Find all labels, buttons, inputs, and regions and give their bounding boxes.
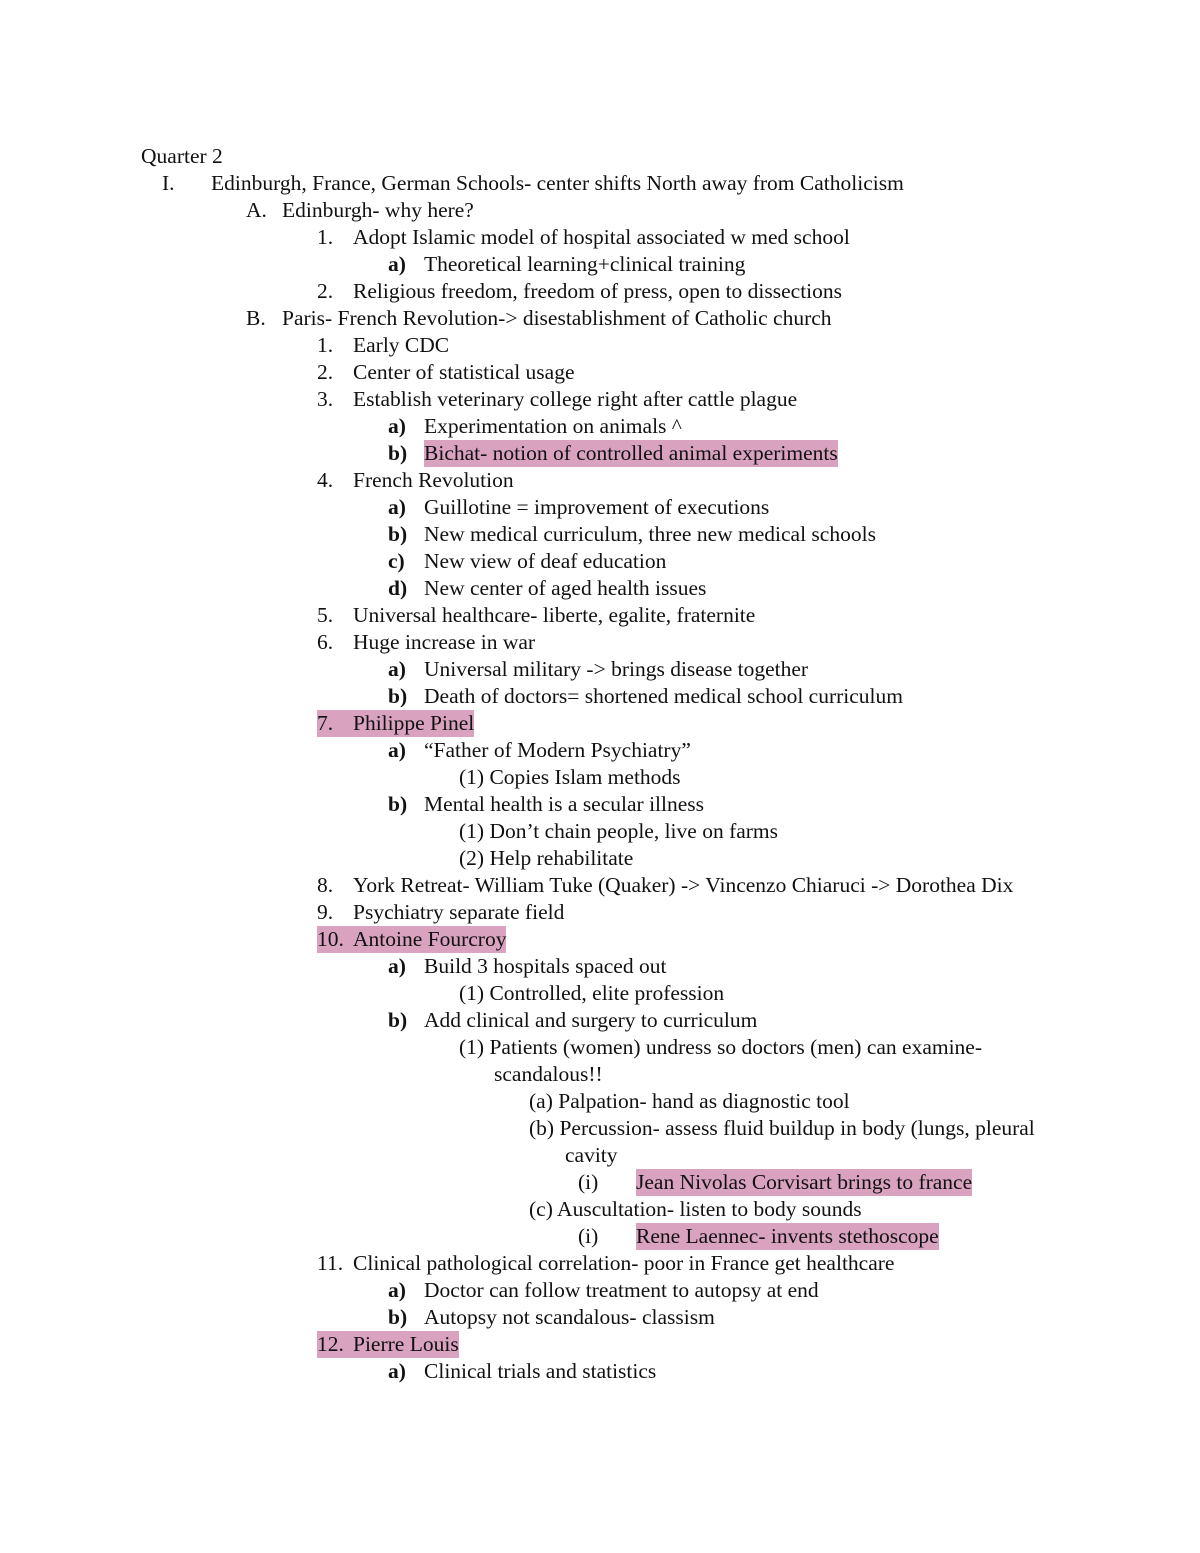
outline-text: Autopsy not scandalous- classism <box>424 1305 715 1329</box>
outline-text: Psychiatry separate field <box>353 900 565 924</box>
outline-marker: b) <box>388 792 408 816</box>
outline-text: Edinburgh- why here? <box>282 198 474 222</box>
outline-text: Early CDC <box>353 333 450 357</box>
outline-marker: d) <box>388 576 408 600</box>
outline-item <box>0 440 1200 467</box>
outline-marker: 2. <box>317 279 334 303</box>
outline-marker: 5. <box>317 603 334 627</box>
outline-marker: a) <box>388 1278 406 1302</box>
outline-item <box>0 1331 1200 1358</box>
outline-item <box>0 926 1200 953</box>
outline-item <box>0 872 1200 899</box>
outline-text: Theoretical learning+clinical training <box>424 252 746 276</box>
outline-marker: 1. <box>317 225 334 249</box>
outline-text: Experimentation on animals ^ <box>424 414 682 438</box>
outline-item <box>0 575 1200 602</box>
outline-item <box>0 1196 1200 1223</box>
outline-item <box>0 1250 1200 1277</box>
outline-text: Center of statistical usage <box>353 360 575 384</box>
outline-text: French Revolution <box>353 468 514 492</box>
outline-item <box>0 386 1200 413</box>
outline-item <box>0 305 1200 332</box>
outline-item <box>0 413 1200 440</box>
outline-text: Doctor can follow treatment to autopsy at end <box>424 1278 819 1302</box>
outline-text: “Father of Modern Psychiatry” <box>424 738 691 762</box>
outline-text: scandalous!! <box>494 1062 603 1086</box>
outline-text: (1) Copies Islam methods <box>459 765 681 789</box>
outline-text: York Retreat- William Tuke (Quaker) -> Vincenzo Chiaruci -> Dorothea Dix <box>353 873 1014 897</box>
outline-marker: 6. <box>317 630 334 654</box>
highlighted-text: Jean Nivolas Corvisart brings to france <box>636 1170 973 1194</box>
outline-text: Paris- French Revolution-> disestablishment of Catholic church <box>282 306 832 330</box>
outline-marker: b) <box>388 1305 408 1329</box>
outline-item <box>0 359 1200 386</box>
outline-marker: a) <box>388 738 406 762</box>
outline-marker: 11. <box>317 1251 344 1275</box>
outline-item <box>0 278 1200 305</box>
title-text: Quarter 2 <box>141 144 223 168</box>
outline-item <box>0 251 1200 278</box>
highlighted-text: Philippe Pinel <box>353 711 475 735</box>
outline-marker: b) <box>388 522 408 546</box>
outline-text: Build 3 hospitals spaced out <box>424 954 667 978</box>
highlighted-text: Pierre Louis <box>353 1332 459 1356</box>
outline-marker: (i) <box>578 1170 599 1194</box>
outline-text: Add clinical and surgery to curriculum <box>424 1008 758 1032</box>
outline-text: (a) Palpation- hand as diagnostic tool <box>529 1089 850 1113</box>
outline-marker: a) <box>388 414 406 438</box>
outline-marker: 1. <box>317 333 334 357</box>
outline-text: Death of doctors= shortened medical school curriculum <box>424 684 904 708</box>
outline-text: New view of deaf education <box>424 549 667 573</box>
outline-text: Universal healthcare- liberte, egalite, fraternite <box>353 603 756 627</box>
outline-item <box>0 332 1200 359</box>
outline-item <box>0 197 1200 224</box>
outline-item <box>0 845 1200 872</box>
highlighted-text: Bichat- notion of controlled animal experiments <box>424 441 838 465</box>
outline-item <box>0 1169 1200 1196</box>
outline-item <box>0 602 1200 629</box>
outline-marker: 7. <box>317 710 369 737</box>
outline-item <box>0 1358 1200 1385</box>
outline-item <box>0 1007 1200 1034</box>
outline-item <box>0 683 1200 710</box>
outline-marker: 9. <box>317 900 334 924</box>
outline-text: Clinical trials and statistics <box>424 1359 657 1383</box>
outline-text: New medical curriculum, three new medical schools <box>424 522 876 546</box>
outline-text: Establish veterinary college right after cattle plague <box>353 387 798 411</box>
outline-item <box>0 1034 1200 1061</box>
outline-item <box>0 737 1200 764</box>
outline-text: Clinical pathological correlation- poor in France get healthcare <box>353 1251 895 1275</box>
outline-marker: a) <box>388 1359 406 1383</box>
outline-item <box>0 1277 1200 1304</box>
outline-item <box>0 467 1200 494</box>
outline-text: Religious freedom, freedom of press, open to dissections <box>353 279 843 303</box>
outline-text: cavity <box>565 1143 618 1167</box>
highlighted-text: Antoine Fourcroy <box>353 927 507 951</box>
outline-text: Mental health is a secular illness <box>424 792 705 816</box>
outline-marker: b) <box>388 684 408 708</box>
outline-marker: B. <box>246 306 266 330</box>
outline-text: New center of aged health issues <box>424 576 707 600</box>
outline-marker: a) <box>388 954 406 978</box>
outline-text: Edinburgh, France, German Schools- center shifts North away from Catholicism <box>211 171 904 195</box>
outline-item <box>0 170 1200 197</box>
outline-item <box>0 224 1200 251</box>
outline-marker: 12. <box>317 1331 380 1358</box>
outline-item <box>0 1142 1200 1169</box>
outline-text: (b) Percussion- assess fluid buildup in body (lungs, pleural <box>529 1116 1035 1140</box>
outline-marker: I. <box>162 171 175 195</box>
outline-item <box>0 710 1200 737</box>
outline-item <box>0 1115 1200 1142</box>
outline-text: Huge increase in war <box>353 630 536 654</box>
outline-marker: 8. <box>317 873 334 897</box>
outline-text: Adopt Islamic model of hospital associated w med school <box>353 225 850 249</box>
outline-item <box>0 818 1200 845</box>
outline-item <box>0 764 1200 791</box>
outline-item <box>0 791 1200 818</box>
outline-marker: 3. <box>317 387 334 411</box>
outline-marker: a) <box>388 252 406 276</box>
outline-item <box>0 656 1200 683</box>
outline-item <box>0 629 1200 656</box>
outline-item <box>0 980 1200 1007</box>
outline-marker: b) <box>388 441 408 465</box>
outline-marker: a) <box>388 495 406 519</box>
outline-text: Universal military -> brings disease together <box>424 657 809 681</box>
outline-marker: c) <box>388 549 405 573</box>
outline-item <box>0 1304 1200 1331</box>
outline-item <box>0 1088 1200 1115</box>
outline-item <box>0 1061 1200 1088</box>
outline-item <box>0 899 1200 926</box>
outline-marker: 2. <box>317 360 334 384</box>
outline-item <box>0 953 1200 980</box>
outline-text: (c) Auscultation- listen to body sounds <box>529 1197 862 1221</box>
outline-marker: 10. <box>317 926 380 953</box>
outline-text: Guillotine = improvement of executions <box>424 495 770 519</box>
outline-marker: (i) <box>578 1224 599 1248</box>
outline-marker: a) <box>388 657 406 681</box>
outline-text: (2) Help rehabilitate <box>459 846 634 870</box>
outline-item <box>0 548 1200 575</box>
highlighted-text: Rene Laennec- invents stethoscope <box>636 1224 939 1248</box>
outline-marker: 4. <box>317 468 334 492</box>
outline-item <box>0 521 1200 548</box>
outline-text: (1) Don’t chain people, live on farms <box>459 819 779 843</box>
outline-item <box>0 494 1200 521</box>
outline-item <box>0 1223 1200 1250</box>
outline-text: (1) Patients (women) undress so doctors (men) can examine- <box>459 1035 983 1059</box>
outline-text: (1) Controlled, elite profession <box>459 981 725 1005</box>
outline-marker: b) <box>388 1008 408 1032</box>
outline-marker: A. <box>246 198 267 222</box>
